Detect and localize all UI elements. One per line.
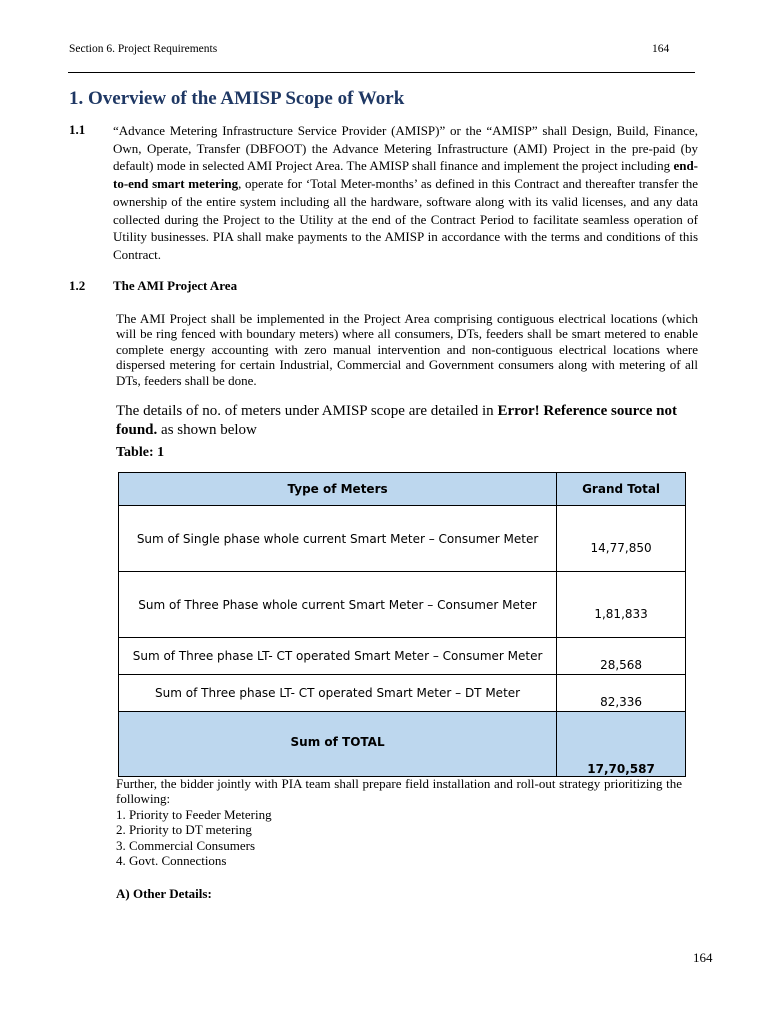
details-text-a: The details of no. of meters under AMISP scope are detailed in	[116, 403, 498, 419]
table-caption: Table: 1	[116, 445, 165, 460]
details-text-b: as shown below	[157, 421, 257, 438]
clause-number-1-2: 1.2	[69, 278, 86, 293]
clause-1-1-paragraph	[113, 122, 698, 264]
meter-type-cell: Sum of Three phase LT- CT operated Smart Meter – Consumer Meter	[132, 649, 543, 663]
grand-total-cell: 28,568	[600, 658, 643, 672]
priority-list	[116, 807, 272, 869]
clause-1-1-text-a: “Advance Metering Infrastructure Service Provider (AMISP)” or the “AMISP” shall Design, Build, Finance, Own, Operate, Transfer (DBFOOT) the Advance Metering Infrastructure (AMI) Project in the pre-paid (by default) mode in selected AMI Project Area. The AMISP shall finance and implement the project including	[113, 123, 698, 174]
meter-type-cell: Sum of Three Phase whole current Smart Meter – Consumer Meter	[138, 597, 537, 612]
meter-type-cell: Sum of Three phase LT- CT operated Smart Meter – DT Meter	[155, 686, 521, 700]
grand-total-cell: 14,77,850	[590, 541, 652, 555]
header-type-of-meters: Type of Meters	[119, 473, 557, 506]
grand-total-cell: 1,81,833	[594, 607, 648, 621]
priority-item: 2. Priority to DT metering	[116, 822, 252, 838]
running-header-section: Section 6. Project Requirements	[69, 43, 218, 55]
clause-1-2-heading: The AMI Project Area	[113, 278, 238, 293]
section-title: 1. Overview of the AMISP Scope of Work	[69, 88, 405, 109]
table-row	[119, 572, 686, 638]
table-header-row	[119, 473, 686, 506]
priority-item: 4. Govt. Connections	[116, 853, 227, 869]
footer-page-number: 164	[693, 950, 713, 965]
clause-1-1-text-b: , operate for ‘Total Meter-months’ as defined in this Contract and thereafter transfer the ownership of the entire system including all the hardware, software along with its valid licenses, and any data collected during the Project to the Utility at the end of the Contract Period to facilitate seamless operation of Utility businesses. PIA shall make payments to the AMISP in accordance with the terms and conditions of this Contract.	[113, 176, 698, 262]
rollout-strategy-paragraph: Further, the bidder jointly with PIA team shall prepare field installation and roll-out strategy prioritizing the following:	[116, 776, 682, 807]
meter-type-cell: Sum of Single phase whole current Smart Meter – Consumer Meter	[136, 531, 539, 546]
table-row	[119, 638, 686, 675]
header-divider	[68, 72, 695, 73]
meter-details-sentence	[116, 402, 706, 439]
priority-item: 3. Commercial Consumers	[116, 837, 256, 853]
clause-number-1-1: 1.1	[69, 122, 86, 137]
clause-1-2-paragraph: The AMI Project shall be implemented in the Project Area comprising contiguous electrical locations (which will be ring fenced with boundary meters) where all consumers, DTs, feeders shall be smart metered to enable complete energy accounting with zero manual intervention and non-contiguous electrical locations where dispersed metering for certain Industrial, Commercial and Government consumers along with metering of all DTs, feeders shall be done.	[116, 311, 698, 388]
table-row	[119, 675, 686, 712]
meters-table	[118, 472, 686, 777]
grand-total-cell: 82,336	[600, 695, 643, 709]
clause-1-1-bold: end-to-end smart metering	[113, 158, 698, 192]
table-row	[119, 506, 686, 572]
table-total-row	[119, 712, 686, 777]
header-grand-total: Grand Total	[557, 473, 686, 506]
priority-item: 1. Priority to Feeder Metering	[116, 807, 272, 822]
running-header-page-number: 164	[652, 43, 670, 55]
total-label-cell: Sum of TOTAL	[290, 735, 385, 749]
other-details-heading: A) Other Details:	[116, 886, 212, 901]
total-value-cell: 17,70,587	[587, 762, 655, 776]
reference-error-text: Error! Reference source not found.	[116, 403, 677, 438]
